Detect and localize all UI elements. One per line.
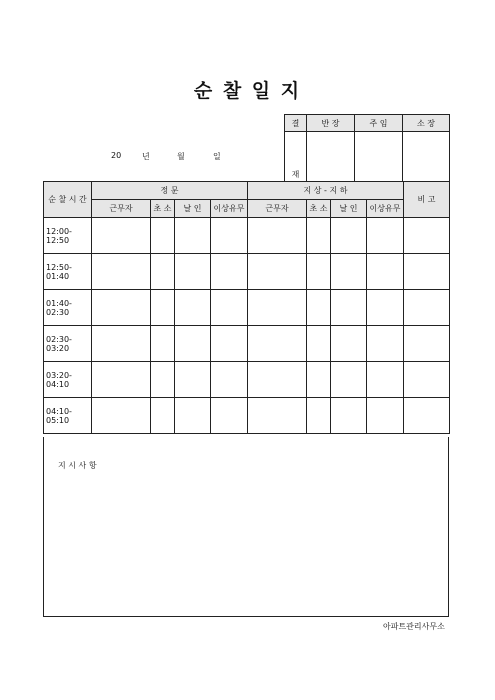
- log-cell[interactable]: [404, 326, 450, 362]
- log-cell[interactable]: [307, 398, 331, 434]
- log-cell[interactable]: [248, 398, 307, 434]
- log-cell[interactable]: [175, 290, 211, 326]
- log-cell[interactable]: [307, 218, 331, 254]
- log-cell[interactable]: [248, 218, 307, 254]
- remarks-header: 비 고: [404, 182, 450, 218]
- log-cell[interactable]: [92, 326, 151, 362]
- log-cell[interactable]: [331, 362, 367, 398]
- log-cell[interactable]: [367, 398, 404, 434]
- subheader-guard: 근무자: [248, 200, 307, 218]
- subheader-status: 이상유무: [211, 200, 248, 218]
- approval-sign-supervisor[interactable]: [355, 132, 403, 185]
- row-time: 03:20-04:10: [44, 362, 92, 398]
- log-row: [44, 218, 450, 254]
- log-cell[interactable]: [175, 398, 211, 434]
- log-cell[interactable]: [175, 218, 211, 254]
- log-cell[interactable]: [404, 218, 450, 254]
- log-cell[interactable]: [248, 326, 307, 362]
- approval-role-supervisor: 주 임: [355, 115, 403, 132]
- log-row: [44, 362, 450, 398]
- group-ground-basement: 지 상 - 지 하: [248, 182, 404, 200]
- log-cell[interactable]: [307, 290, 331, 326]
- log-cell[interactable]: [331, 398, 367, 434]
- subheader-post: 초 소: [307, 200, 331, 218]
- log-cell[interactable]: [211, 362, 248, 398]
- log-cell[interactable]: [367, 218, 404, 254]
- approval-role-director: 소 장: [403, 115, 450, 132]
- log-cell[interactable]: [151, 398, 175, 434]
- approval-label-top: 결: [285, 115, 307, 132]
- log-row: [44, 290, 450, 326]
- log-cell[interactable]: [307, 362, 331, 398]
- date-day-label: 일: [213, 152, 221, 161]
- log-cell[interactable]: [151, 362, 175, 398]
- subheader-stamp: 날 인: [331, 200, 367, 218]
- row-time: 02:30-03:20: [44, 326, 92, 362]
- log-cell[interactable]: [248, 290, 307, 326]
- log-cell[interactable]: [175, 254, 211, 290]
- log-cell[interactable]: [92, 254, 151, 290]
- log-cell[interactable]: [175, 362, 211, 398]
- log-cell[interactable]: [248, 362, 307, 398]
- row-time: 12:00-12:50: [44, 218, 92, 254]
- approval-label-bottom: 재: [285, 132, 307, 185]
- subheader-post: 초 소: [151, 200, 175, 218]
- log-cell[interactable]: [331, 218, 367, 254]
- time-header: 순 찰 시 간: [44, 182, 92, 218]
- log-cell[interactable]: [175, 326, 211, 362]
- log-cell[interactable]: [211, 398, 248, 434]
- subheader-guard: 근무자: [92, 200, 151, 218]
- row-time: 01:40-02:30: [44, 290, 92, 326]
- log-cell[interactable]: [92, 290, 151, 326]
- log-cell[interactable]: [331, 254, 367, 290]
- row-time: 04:10-05:10: [44, 398, 92, 434]
- log-cell[interactable]: [367, 254, 404, 290]
- log-cell[interactable]: [367, 290, 404, 326]
- log-cell[interactable]: [404, 254, 450, 290]
- log-cell[interactable]: [92, 218, 151, 254]
- approval-role-team-leader: 반 장: [307, 115, 355, 132]
- log-cell[interactable]: [151, 218, 175, 254]
- log-cell[interactable]: [307, 326, 331, 362]
- instructions-box[interactable]: [43, 437, 449, 617]
- log-cell[interactable]: [151, 254, 175, 290]
- patrol-log-table: [43, 181, 450, 434]
- log-cell[interactable]: [151, 290, 175, 326]
- log-cell[interactable]: [92, 362, 151, 398]
- log-cell[interactable]: [211, 326, 248, 362]
- approval-sign-director[interactable]: [403, 132, 450, 185]
- log-cell[interactable]: [211, 254, 248, 290]
- log-cell[interactable]: [248, 254, 307, 290]
- instructions-label: 지 시 사 항: [58, 461, 97, 470]
- date-prefix: 20: [111, 151, 122, 160]
- log-cell[interactable]: [404, 290, 450, 326]
- group-main-gate: 정 문: [92, 182, 248, 200]
- log-cell[interactable]: [367, 326, 404, 362]
- approval-box: [284, 114, 450, 185]
- subheader-stamp: 날 인: [175, 200, 211, 218]
- log-row: [44, 326, 450, 362]
- log-cell[interactable]: [307, 254, 331, 290]
- log-cell[interactable]: [404, 398, 450, 434]
- log-cell[interactable]: [404, 362, 450, 398]
- log-cell[interactable]: [367, 362, 404, 398]
- subheader-status: 이상유무: [367, 200, 404, 218]
- log-cell[interactable]: [331, 326, 367, 362]
- date-year-label: 년: [142, 152, 150, 161]
- page-title: 순 찰 일 지: [193, 80, 302, 102]
- log-cell[interactable]: [92, 398, 151, 434]
- row-time: 12:50-01:40: [44, 254, 92, 290]
- log-cell[interactable]: [211, 290, 248, 326]
- date-month-label: 월: [177, 152, 185, 161]
- log-row: [44, 398, 450, 434]
- log-row: [44, 254, 450, 290]
- log-cell[interactable]: [211, 218, 248, 254]
- log-cell[interactable]: [331, 290, 367, 326]
- approval-sign-team-leader[interactable]: [307, 132, 355, 185]
- log-cell[interactable]: [151, 326, 175, 362]
- office-name: 아파트관리사무소: [383, 622, 445, 631]
